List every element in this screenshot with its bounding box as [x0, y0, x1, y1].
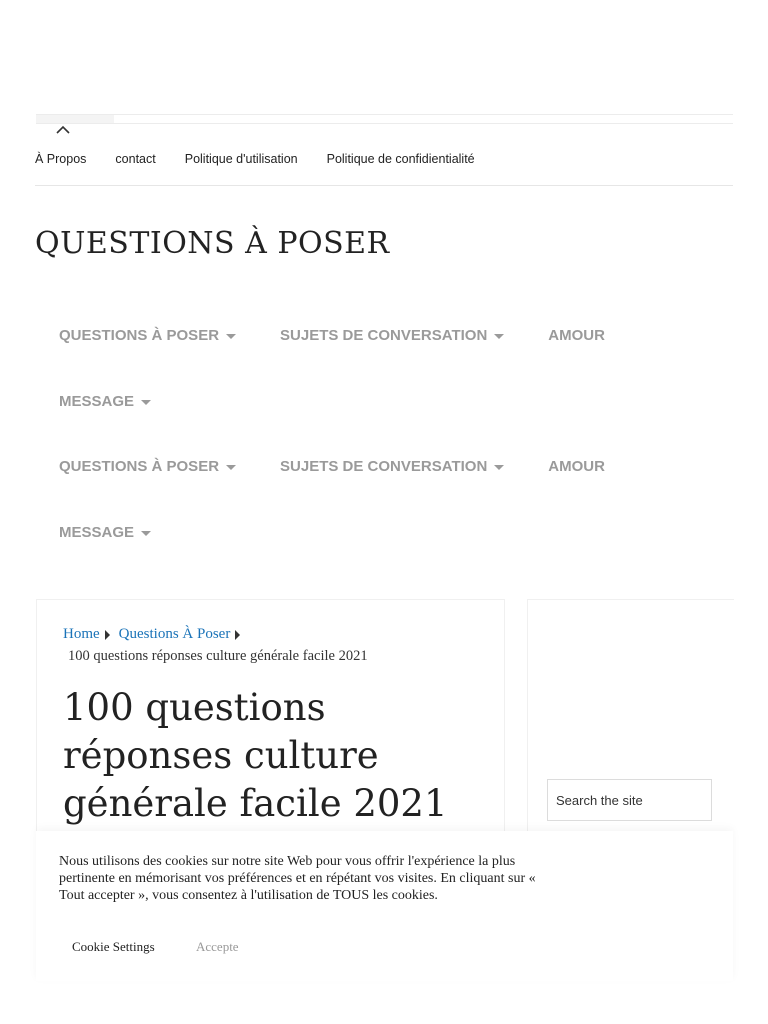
breadcrumb-category[interactable]: Questions À Poser	[118, 626, 231, 642]
page-title: 100 questions réponses culture générale facile 2021	[63, 686, 448, 825]
menu-item-label: AMOUR	[548, 327, 605, 344]
menu-item-message[interactable]	[59, 393, 151, 410]
menu-item-amour[interactable]	[548, 458, 605, 475]
menu-item-label: MESSAGE	[59, 524, 135, 541]
menu-item-sujets-de-conversation[interactable]	[280, 458, 504, 475]
top-bar-tab	[36, 115, 114, 123]
chevron-up-icon[interactable]	[54, 121, 72, 139]
cookie-text: Nous utilisons des cookies sur notre site Web pour vous offrir l'expérience la plus pertinente en mémorisant vos préférences et en répétant vos visites. En cliquant sur « Tout accepter », vous consentez à l'utilisation de TOUS les cookies.	[59, 854, 536, 903]
menu-item-amour[interactable]	[548, 327, 605, 344]
menu-item-label: MESSAGE	[59, 393, 135, 410]
accept-button[interactable]: Accepte	[196, 939, 239, 954]
top-bar	[36, 114, 733, 124]
menu-row	[59, 327, 649, 344]
top-nav-item-contact[interactable]: contact	[115, 152, 156, 166]
site-title[interactable]: QUESTIONS À POSER	[35, 226, 390, 261]
menu-row	[59, 524, 195, 541]
breadcrumb-current: 100 questions réponses culture générale facile 2021	[68, 648, 368, 664]
search-input[interactable]	[547, 779, 712, 821]
caret-down-icon	[141, 531, 151, 536]
menu-item-message[interactable]	[59, 524, 151, 541]
top-nav-item-politique-confidentialite[interactable]: Politique de confidientialité	[326, 152, 475, 166]
menu-item-sujets-de-conversation[interactable]	[280, 327, 504, 344]
caret-down-icon	[494, 465, 504, 470]
menu-item-questions-a-poser[interactable]	[59, 458, 236, 475]
cookie-banner	[36, 831, 733, 981]
breadcrumb	[63, 626, 249, 643]
divider	[35, 185, 733, 186]
menu-row	[59, 458, 649, 475]
menu-item-label: QUESTIONS À POSER	[59, 327, 220, 344]
caret-right-icon	[235, 630, 240, 640]
menu-item-label: SUJETS DE CONVERSATION	[280, 458, 488, 475]
menu-item-label: AMOUR	[548, 458, 605, 475]
top-nav	[35, 152, 475, 174]
menu-item-label: QUESTIONS À POSER	[59, 458, 220, 475]
menu-row	[59, 393, 195, 410]
caret-down-icon	[141, 400, 151, 405]
caret-right-icon	[105, 630, 110, 640]
caret-down-icon	[494, 334, 504, 339]
breadcrumb-home[interactable]: Home	[63, 626, 100, 642]
menu-item-label: SUJETS DE CONVERSATION	[280, 327, 488, 344]
cookie-settings-button[interactable]: Cookie Settings	[72, 939, 155, 954]
top-nav-item-politique-utilisation[interactable]: Politique d'utilisation	[184, 152, 298, 166]
menu-item-questions-a-poser[interactable]	[59, 327, 236, 344]
caret-down-icon	[226, 465, 236, 470]
top-nav-item-a-propos[interactable]: À Propos	[35, 152, 87, 166]
caret-down-icon	[226, 334, 236, 339]
